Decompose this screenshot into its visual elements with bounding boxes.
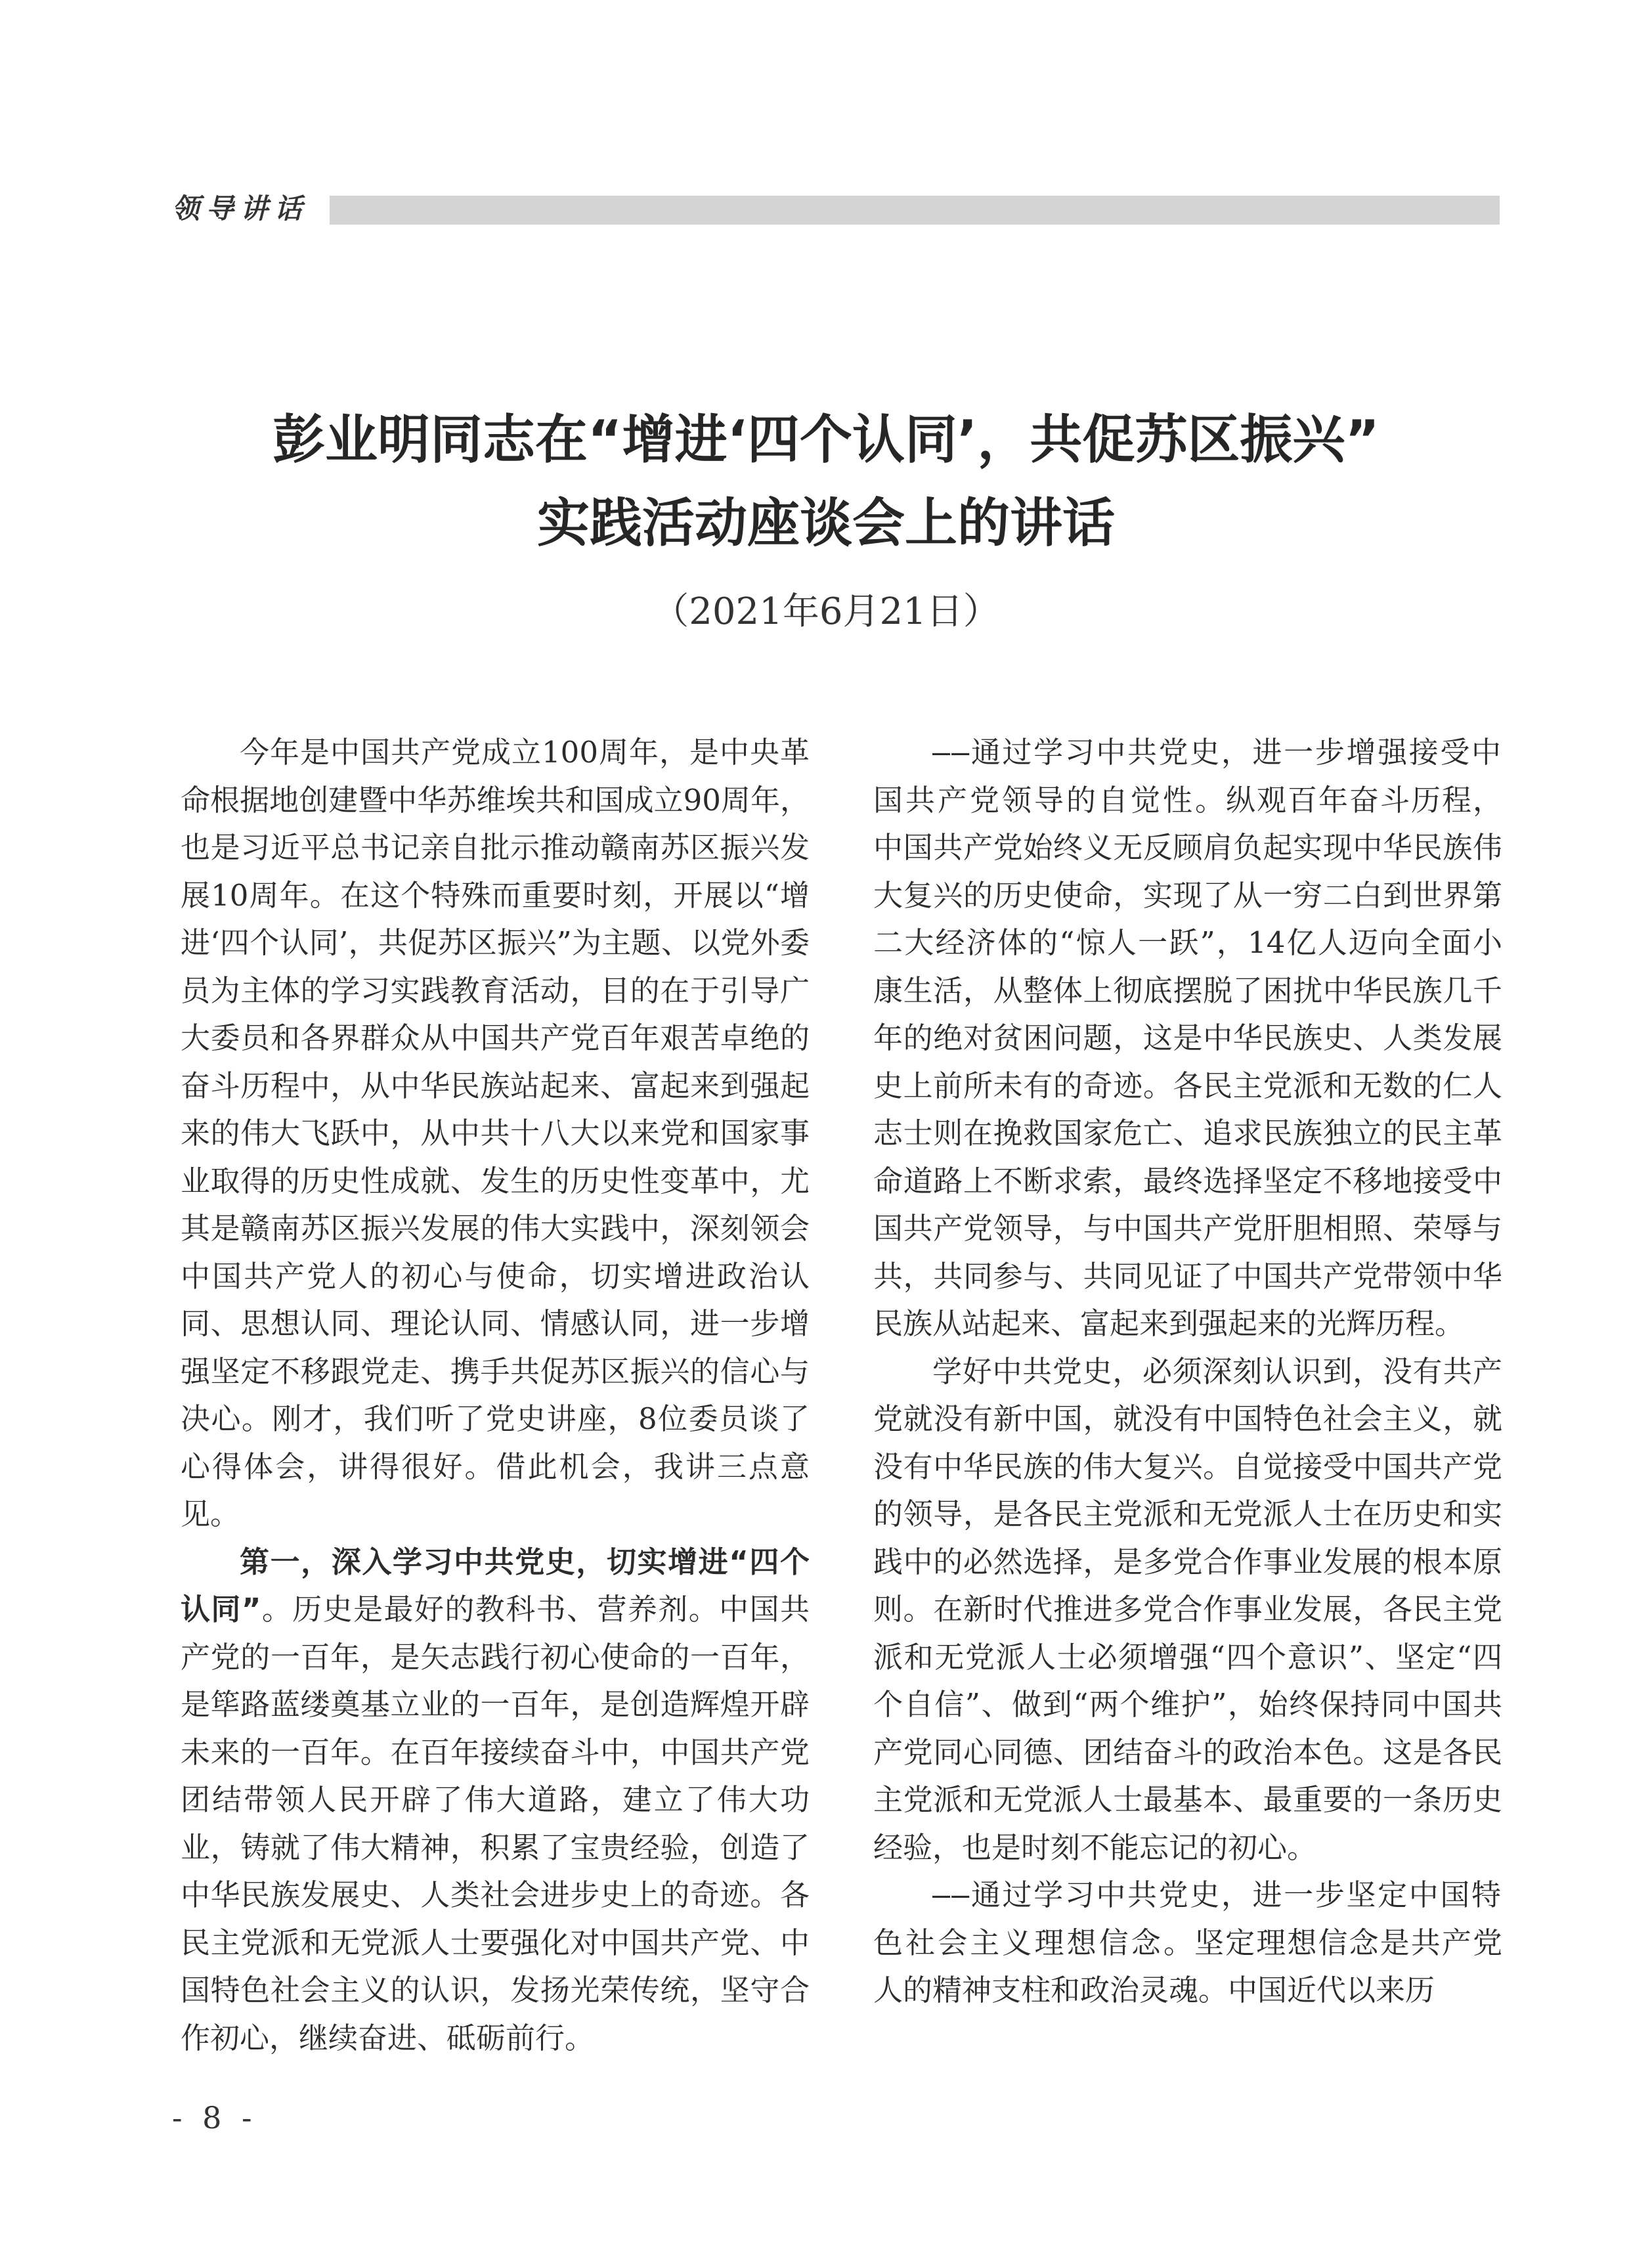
paragraph: 学好中共党史，必须深刻认识到，没有共产党就没有新中国，就没有中国特色社会主义，就没有中华民族的伟大复兴。自觉接受中国共产党的领导，是各民主党派和无党派人士在历史和实践中的必然选择，是多党合作事业发展的根本原则。在新时代推进多党合作事业发展，各民主党派和无党派人士必须增强“四个意识”、坚定“四个自信”、做到“两个维护”，始终保持同中国共产党同心同德、团结奋斗的政治本色。这是各民主党派和无党派人士最基本、最重要的一条历史经验，也是时刻不能忘记的初心。: [873, 1353, 1502, 1865]
left-column: [181, 729, 810, 2062]
subsection-heading: ——通过学习中共党史，进一步增强接受中国共产党领导的自觉性: [873, 735, 1502, 818]
section-header: [172, 189, 1500, 229]
paragraph: [873, 1872, 1502, 2015]
paragraph-text: 。历史是最好的教科书、营养剂。中国共产党的一百年，是矢志践行初心使命的一百年，是筚路蓝缕奠基立业的一百年，是创造辉煌开辟未来的一百年。在百年接续奋斗中，中国共产党团结带领人民开辟了伟大道路，建立了伟大功业，铸就了伟大精神，积累了宝贵经验，创造了中华民族发展史、人类社会进步史上的奇迹。各民主党派和无党派人士要强化对中国共产党、中国特色社会主义的认识，发扬光荣传统，坚守合作初心，继续奋进、砥砺前行。: [181, 1592, 810, 2055]
paragraph-text: 。纵观百年奋斗历程，中国共产党始终义无反顾肩负起实现中华民族伟大复兴的历史使命，实现了从一穷二白到世界第二大经济体的“惊人一跃”，14亿人迈向全面小康生活，从整体上彻底摆脱了困扰中华民族几千年的绝对贫困问题，这是中华民族史、人类发展史上前所未有的奇迹。各民主党派和无数的仁人志士则在挽救国家危亡、追求民族独立的民主革命道路上不断求索，最终选择坚定不移地接受中国共产党领导，与中国共产党肝胆相照、荣辱与共，共同参与、共同见证了中国共产党带领中华民族从站起来、富起来到强起来的光辉历程。: [873, 782, 1502, 1341]
section-heading: 第一，深入学习中共党史，切实增进“四个认同”: [181, 1544, 810, 1627]
right-column: [873, 729, 1502, 2015]
paragraph-text: 。坚定理想信念是共产党人的精神支柱和政治灵魂。中国近代以来历: [873, 1925, 1502, 2007]
page-number: - 8 -: [172, 2100, 257, 2136]
article-title-line-2: 实践活动座谈会上的讲话: [537, 493, 1115, 554]
section-label: 领导讲话: [172, 192, 309, 225]
paragraph: [181, 1539, 810, 2063]
article-title-line-1: 彭业明同志在“增进‘四个认同’，共促苏区振兴”: [272, 409, 1380, 470]
subsection-heading: ——通过学习中共党史，进一步坚定中国特色社会主义理想信念: [873, 1877, 1502, 1960]
section-divider-bar: [330, 196, 1500, 225]
paragraph: 今年是中国共产党成立100周年，是中央革命根据地创建暨中华苏维埃共和国成立90周年，也是习近平总书记亲自批示推动赣南苏区振兴发展10周年。在这个特殊而重要时刻，开展以“增进‘四个认同’，共促苏区振兴”为主题、以党外委员为主体的学习实践教育活动，目的在于引导广大委员和各界群众从中国共产党百年艰苦卓绝的奋斗历程中，从中华民族站起来、富起来到强起来的伟大飞跃中，从中共十八大以来党和国家事业取得的历史性成就、发生的历史性变革中，尤其是赣南苏区振兴发展的伟大实践中，深刻领会中国共产党人的初心与使命，切实增进政治认同、思想认同、理论认同、情感认同，进一步增强坚定不移跟党走、携手共促苏区振兴的信心与决心。刚才，我们听了党史讲座，8位委员谈了心得体会，讲得很好。借此机会，我讲三点意见。: [181, 735, 810, 1531]
article-date: （2021年6月21日）: [652, 590, 1000, 633]
paragraph: [873, 729, 1502, 1348]
